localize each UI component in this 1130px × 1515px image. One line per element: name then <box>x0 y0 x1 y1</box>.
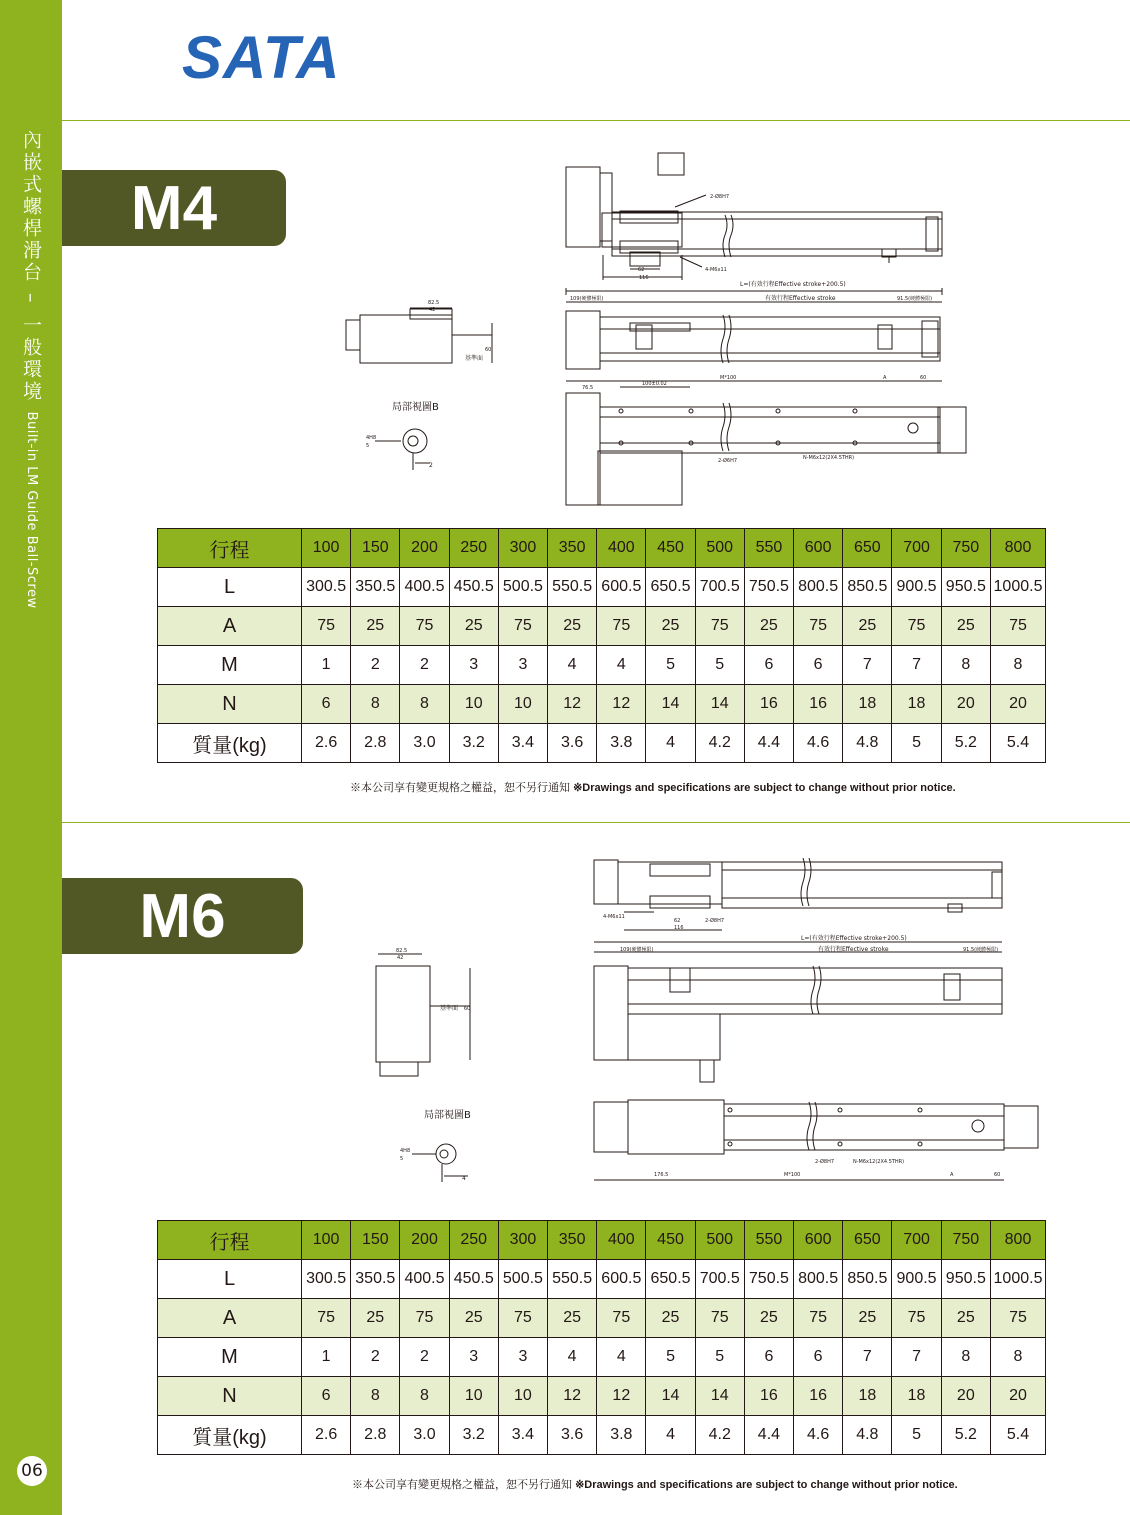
table-cell: 3 <box>498 1338 547 1377</box>
m6-label-w116: 116 <box>674 925 684 931</box>
table-cell: 750.5 <box>744 1260 793 1299</box>
table-cell: 25 <box>548 1299 597 1338</box>
table-cell: 7 <box>892 1338 941 1377</box>
m4-label-a: A <box>883 375 887 381</box>
m6-label-m100: M*100 <box>784 1172 801 1178</box>
sidebar-title <box>18 130 45 609</box>
brand-logo: SATA <box>182 24 341 91</box>
m6-top-view <box>594 858 1002 930</box>
table-cell: 4.2 <box>695 1416 744 1455</box>
table-cell: 16 <box>744 1377 793 1416</box>
table-cell: 650.5 <box>646 1260 695 1299</box>
table-cell: 4.6 <box>794 1416 843 1455</box>
table-cell: 6 <box>744 1338 793 1377</box>
table-cell: 8 <box>351 685 400 724</box>
m6-partial-view <box>412 1144 468 1182</box>
m4-label-n-holes: N-M6x12(2X4.5THR) <box>803 455 855 461</box>
table-cell: 18 <box>843 1377 892 1416</box>
table-cell: 650.5 <box>646 568 695 607</box>
table-cell: 900.5 <box>892 1260 941 1299</box>
table-header-label: 行程 <box>158 529 302 568</box>
m6-label-w62: 62 <box>674 918 681 924</box>
table-header-cell: 350 <box>548 529 597 568</box>
table-cell: 8 <box>351 1377 400 1416</box>
table-cell: 450.5 <box>449 568 498 607</box>
table-header-cell: 150 <box>351 529 400 568</box>
m6-notice <box>352 1476 958 1492</box>
m4-label-hole-bottom: 2-Ø6H7 <box>718 458 738 464</box>
table-cell: 5 <box>646 1338 695 1377</box>
m6-label-82-5: 82.5 <box>396 948 408 954</box>
m6-label-109: 109(硬體極限) <box>620 947 654 953</box>
table-cell: 3.2 <box>449 1416 498 1455</box>
table-cell: 6 <box>794 646 843 685</box>
table-cell: 550.5 <box>548 568 597 607</box>
table-header-cell: 600 <box>794 529 843 568</box>
table-cell: 14 <box>646 685 695 724</box>
table-cell: 600.5 <box>597 1260 646 1299</box>
m4-top-view <box>566 153 942 280</box>
table-header-cell: 450 <box>646 529 695 568</box>
page-number: 06 <box>17 1456 47 1486</box>
notice-cn: ※本公司享有變更規格之權益，恕不另行通知 <box>352 1479 572 1491</box>
m6-drawing <box>360 850 1030 1190</box>
notice-en: ※Drawings and specifications are subject to change without prior notice. <box>575 1479 958 1491</box>
m6-end-view <box>376 954 470 1076</box>
sidebar-title-en: Built-in LM Guide Ball-Screw <box>24 411 39 609</box>
table-cell: 950.5 <box>941 568 990 607</box>
table-cell: 2 <box>351 646 400 685</box>
table-header-cell: 750 <box>941 1221 990 1260</box>
table-header-cell: 250 <box>449 529 498 568</box>
notice-cn: ※本公司享有變更規格之權益，恕不另行通知 <box>350 782 570 794</box>
row-label: L <box>158 1260 302 1299</box>
table-cell: 5.2 <box>941 724 990 763</box>
table-cell: 2 <box>400 1338 449 1377</box>
table-header-label: 行程 <box>158 1221 302 1260</box>
table-header-cell: 300 <box>498 529 547 568</box>
table-cell: 4.4 <box>744 724 793 763</box>
table-cell: 18 <box>843 685 892 724</box>
row-label: 質量(kg) <box>158 1416 302 1455</box>
table-cell: 25 <box>646 607 695 646</box>
table-cell: 10 <box>449 685 498 724</box>
table-cell: 2.6 <box>302 724 351 763</box>
m4-bottom-view <box>566 381 966 505</box>
table-cell: 75 <box>991 1299 1046 1338</box>
m4-label-datum: 基準面 <box>465 355 484 362</box>
table-header-cell: 150 <box>351 1221 400 1260</box>
table-cell: 75 <box>400 1299 449 1338</box>
table-row <box>158 1416 1046 1455</box>
m4-label-length: L=(有效行程Effective stroke+200.5) <box>740 281 846 288</box>
table-cell: 2.6 <box>302 1416 351 1455</box>
table-cell: 75 <box>695 1299 744 1338</box>
table-row <box>158 685 1046 724</box>
divider-top <box>62 120 1130 121</box>
table-cell: 5 <box>892 724 941 763</box>
table-header-cell: 750 <box>941 529 990 568</box>
table-header-cell: 800 <box>991 529 1046 568</box>
m6-label-depth: 5 <box>400 1156 404 1162</box>
table-cell: 5.4 <box>991 1416 1046 1455</box>
table-cell: 350.5 <box>351 568 400 607</box>
table-cell: 4 <box>597 1338 646 1377</box>
table-cell: 10 <box>449 1377 498 1416</box>
row-label: M <box>158 1338 302 1377</box>
table-cell: 8 <box>400 685 449 724</box>
m4-label-pin: 4H8 <box>366 435 377 441</box>
table-cell: 7 <box>843 1338 892 1377</box>
table-cell: 75 <box>597 1299 646 1338</box>
table-cell: 75 <box>498 607 547 646</box>
m4-label-76-5: 76.5 <box>582 385 594 391</box>
table-cell: 14 <box>646 1377 695 1416</box>
divider-middle <box>62 822 1130 823</box>
table-cell: 25 <box>941 1299 990 1338</box>
m6-label-60: 60 <box>994 1172 1001 1178</box>
table-header-cell: 550 <box>744 1221 793 1260</box>
table-cell: 3.4 <box>498 1416 547 1455</box>
m4-label-w116: 116 <box>639 275 649 281</box>
table-cell: 3.6 <box>548 1416 597 1455</box>
table-cell: 3 <box>498 646 547 685</box>
row-label: N <box>158 1377 302 1416</box>
table-cell: 20 <box>991 1377 1046 1416</box>
table-cell: 5 <box>695 1338 744 1377</box>
table-cell: 75 <box>991 607 1046 646</box>
table-cell: 6 <box>744 646 793 685</box>
table-header-cell: 450 <box>646 1221 695 1260</box>
table-cell: 8 <box>941 646 990 685</box>
table-header-cell: 200 <box>400 1221 449 1260</box>
table-cell: 3 <box>449 1338 498 1377</box>
m4-label-60-height: 60 <box>485 347 492 353</box>
m6-label-42: 42 <box>397 955 404 961</box>
table-header-cell: 250 <box>449 1221 498 1260</box>
table-cell: 1 <box>302 646 351 685</box>
model-tab-m6: M6 <box>62 878 303 954</box>
table-cell: 25 <box>843 607 892 646</box>
table-cell: 25 <box>646 1299 695 1338</box>
table-cell: 400.5 <box>400 1260 449 1299</box>
table-cell: 75 <box>695 607 744 646</box>
m6-label-a: A <box>950 1172 954 1178</box>
table-header-cell: 400 <box>597 529 646 568</box>
table-cell: 75 <box>597 607 646 646</box>
table-cell: 16 <box>794 1377 843 1416</box>
table-cell: 4.2 <box>695 724 744 763</box>
table-cell: 300.5 <box>302 568 351 607</box>
m6-label-pin: 4H8 <box>400 1148 411 1154</box>
table-cell: 16 <box>744 685 793 724</box>
table-cell: 3.8 <box>597 1416 646 1455</box>
m4-drawing <box>330 145 990 515</box>
m4-label-tap: 4-M6x11 <box>705 267 727 273</box>
table-cell: 550.5 <box>548 1260 597 1299</box>
table-header-cell: 700 <box>892 529 941 568</box>
table-cell: 350.5 <box>351 1260 400 1299</box>
table-cell: 6 <box>302 1377 351 1416</box>
table-cell: 75 <box>892 1299 941 1338</box>
m4-label-stroke: 有效行程Effective stroke <box>765 295 836 302</box>
row-label: A <box>158 1299 302 1338</box>
table-cell: 1000.5 <box>991 1260 1046 1299</box>
table-cell: 25 <box>449 1299 498 1338</box>
notice-en: ※Drawings and specifications are subject to change without prior notice. <box>573 782 956 794</box>
table-cell: 3.2 <box>449 724 498 763</box>
m6-label-length: L=(有效行程Effective stroke+200.5) <box>801 935 907 942</box>
table-cell: 12 <box>597 685 646 724</box>
table-cell: 8 <box>991 1338 1046 1377</box>
table-cell: 4.8 <box>843 1416 892 1455</box>
table-cell: 18 <box>892 685 941 724</box>
table-cell: 75 <box>892 607 941 646</box>
table-cell: 3.8 <box>597 724 646 763</box>
m6-label-60-height: 60 <box>464 1006 471 1012</box>
sidebar-title-cn: 內嵌式螺桿滑台 – 一般環境 <box>20 130 42 403</box>
m6-label-176-5: 176.5 <box>654 1172 669 1178</box>
table-cell: 20 <box>941 685 990 724</box>
table-cell: 16 <box>794 685 843 724</box>
table-header-row <box>158 1221 1046 1260</box>
table-header-cell: 100 <box>302 529 351 568</box>
m4-notice <box>350 779 956 795</box>
table-header-cell: 650 <box>843 529 892 568</box>
table-cell: 14 <box>695 1377 744 1416</box>
m4-label-109: 109(硬體極限) <box>570 296 604 302</box>
table-header-cell: 500 <box>695 1221 744 1260</box>
table-cell: 700.5 <box>695 1260 744 1299</box>
table-cell: 4.8 <box>843 724 892 763</box>
table-header-cell: 650 <box>843 1221 892 1260</box>
table-cell: 4 <box>646 724 695 763</box>
m6-side-view <box>594 942 1002 1082</box>
table-header-cell: 300 <box>498 1221 547 1260</box>
m4-spec-table <box>157 528 1046 763</box>
m6-bottom-view <box>594 1100 1038 1180</box>
table-cell: 950.5 <box>941 1260 990 1299</box>
table-header-cell: 500 <box>695 529 744 568</box>
table-row <box>158 1260 1046 1299</box>
table-cell: 850.5 <box>843 1260 892 1299</box>
table-cell: 800.5 <box>794 1260 843 1299</box>
table-cell: 12 <box>548 1377 597 1416</box>
table-row <box>158 724 1046 763</box>
table-cell: 4 <box>548 646 597 685</box>
table-cell: 450.5 <box>449 1260 498 1299</box>
m4-label-depth: 5 <box>366 443 370 449</box>
table-cell: 25 <box>941 607 990 646</box>
table-cell: 500.5 <box>498 568 547 607</box>
row-label: 質量(kg) <box>158 724 302 763</box>
m6-label-stroke: 有效行程Effective stroke <box>818 946 889 953</box>
table-header-cell: 800 <box>991 1221 1046 1260</box>
m4-label-m100: M*100 <box>720 375 737 381</box>
table-cell: 25 <box>548 607 597 646</box>
table-cell: 600.5 <box>597 568 646 607</box>
m6-label-n-holes: N-M6x12(2X4.5THR) <box>853 1159 905 1165</box>
table-row <box>158 1338 1046 1377</box>
m4-label-82-5: 82.5 <box>428 300 440 306</box>
table-cell: 25 <box>744 1299 793 1338</box>
table-cell: 2.8 <box>351 724 400 763</box>
m4-label-42: 42 <box>429 307 436 313</box>
table-cell: 3.0 <box>400 724 449 763</box>
table-cell: 1000.5 <box>991 568 1046 607</box>
m6-label-tap: 4-M6x11 <box>603 914 625 920</box>
table-header-cell: 100 <box>302 1221 351 1260</box>
table-cell: 900.5 <box>892 568 941 607</box>
table-cell: 18 <box>892 1377 941 1416</box>
table-row <box>158 607 1046 646</box>
table-cell: 7 <box>843 646 892 685</box>
table-cell: 75 <box>794 607 843 646</box>
m6-label-hole-bottom: 2-Ø8H7 <box>815 1159 835 1165</box>
table-cell: 4 <box>548 1338 597 1377</box>
table-cell: 5 <box>892 1416 941 1455</box>
table-cell: 3.0 <box>400 1416 449 1455</box>
table-cell: 5 <box>646 646 695 685</box>
table-cell: 8 <box>400 1377 449 1416</box>
table-cell: 75 <box>794 1299 843 1338</box>
table-cell: 2 <box>400 646 449 685</box>
table-cell: 800.5 <box>794 568 843 607</box>
m4-label-partial-view: 局部視圖B <box>392 402 439 413</box>
table-cell: 7 <box>892 646 941 685</box>
table-cell: 500.5 <box>498 1260 547 1299</box>
sidebar <box>0 0 62 1515</box>
m6-label-datum: 基準面 <box>440 1005 459 1012</box>
m6-label-partial-view: 局部視圖B <box>424 1110 471 1121</box>
table-row <box>158 1377 1046 1416</box>
m4-partial-view <box>375 429 430 470</box>
table-cell: 20 <box>991 685 1046 724</box>
model-tab-m4: M4 <box>62 170 286 246</box>
m4-label-hole-top: 2-Ø8H7 <box>710 194 730 200</box>
table-header-cell: 400 <box>597 1221 646 1260</box>
table-cell: 750.5 <box>744 568 793 607</box>
table-cell: 6 <box>302 685 351 724</box>
table-cell: 2 <box>351 1338 400 1377</box>
table-cell: 8 <box>941 1338 990 1377</box>
table-cell: 12 <box>597 1377 646 1416</box>
table-cell: 5.4 <box>991 724 1046 763</box>
table-cell: 850.5 <box>843 568 892 607</box>
table-cell: 10 <box>498 685 547 724</box>
m6-spec-table <box>157 1220 1046 1455</box>
row-label: N <box>158 685 302 724</box>
table-cell: 25 <box>351 607 400 646</box>
m6-label-hole: 2-Ø8H7 <box>705 918 725 924</box>
table-cell: 8 <box>991 646 1046 685</box>
table-header-cell: 550 <box>744 529 793 568</box>
table-cell: 700.5 <box>695 568 744 607</box>
table-cell: 3.4 <box>498 724 547 763</box>
table-cell: 14 <box>695 685 744 724</box>
table-cell: 75 <box>400 607 449 646</box>
table-cell: 400.5 <box>400 568 449 607</box>
table-cell: 20 <box>941 1377 990 1416</box>
table-row <box>158 568 1046 607</box>
row-label: L <box>158 568 302 607</box>
m4-label-100: 100±0.02 <box>642 381 667 387</box>
table-cell: 3 <box>449 646 498 685</box>
m4-label-91-5: 91.5(硬體極限) <box>897 296 933 302</box>
m6-label-91-5: 91.5(硬體極限) <box>963 947 999 953</box>
table-cell: 2.8 <box>351 1416 400 1455</box>
table-cell: 25 <box>843 1299 892 1338</box>
table-cell: 4.6 <box>794 724 843 763</box>
table-cell: 25 <box>744 607 793 646</box>
table-header-row <box>158 529 1046 568</box>
table-cell: 75 <box>302 1299 351 1338</box>
table-row <box>158 1299 1046 1338</box>
table-cell: 75 <box>498 1299 547 1338</box>
table-cell: 300.5 <box>302 1260 351 1299</box>
table-header-cell: 700 <box>892 1221 941 1260</box>
table-cell: 5 <box>695 646 744 685</box>
table-header-cell: 600 <box>794 1221 843 1260</box>
row-label: M <box>158 646 302 685</box>
table-cell: 25 <box>351 1299 400 1338</box>
table-cell: 6 <box>794 1338 843 1377</box>
m4-side-view <box>566 288 942 369</box>
table-cell: 25 <box>449 607 498 646</box>
table-cell: 4.4 <box>744 1416 793 1455</box>
table-cell: 4 <box>597 646 646 685</box>
table-header-cell: 350 <box>548 1221 597 1260</box>
table-row <box>158 646 1046 685</box>
table-header-cell: 200 <box>400 529 449 568</box>
table-cell: 12 <box>548 685 597 724</box>
m4-label-w62: 62 <box>638 267 645 273</box>
table-cell: 5.2 <box>941 1416 990 1455</box>
m4-label-gap: 2 <box>429 462 433 469</box>
table-cell: 4 <box>646 1416 695 1455</box>
table-cell: 3.6 <box>548 724 597 763</box>
m6-label-gap: 4 <box>462 1175 466 1182</box>
table-cell: 1 <box>302 1338 351 1377</box>
table-cell: 75 <box>302 607 351 646</box>
m4-label-60: 60 <box>920 375 927 381</box>
row-label: A <box>158 607 302 646</box>
table-cell: 10 <box>498 1377 547 1416</box>
